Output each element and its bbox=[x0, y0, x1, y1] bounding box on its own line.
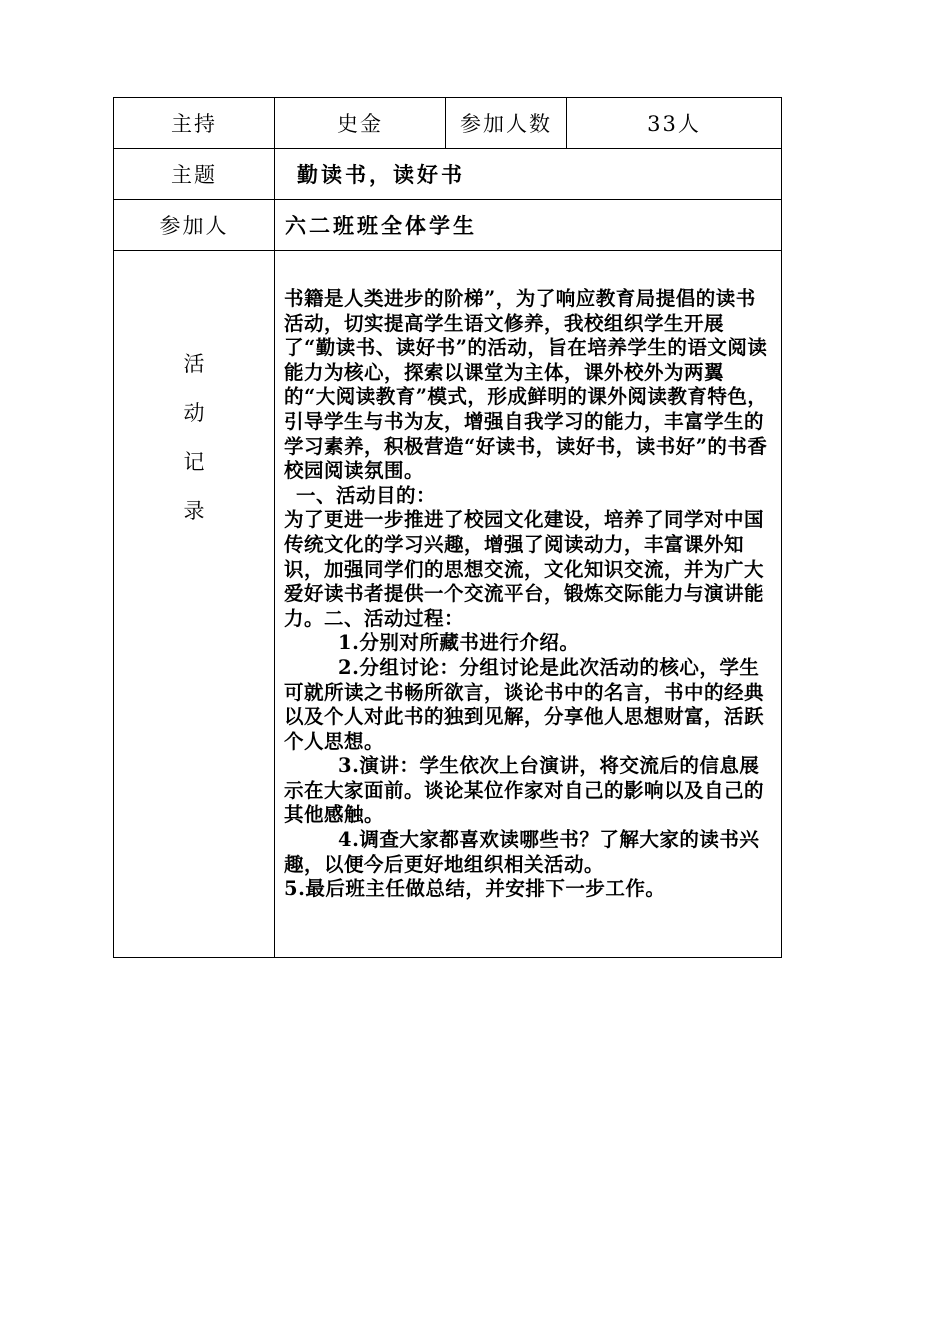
record-label-char: 活 bbox=[183, 352, 205, 376]
host-label: 主持 bbox=[114, 98, 275, 149]
participants-label: 参加人 bbox=[114, 200, 275, 251]
intro-paragraph: 书籍是人类进步的阶梯”，为了响应教育局提倡的读书活动，切实提高学生语文修养，我校组织学生开展了“勤读书、读好书”的活动，旨在培养学生的语文阅读能力为核心，探索以课堂为主体，课外校外为两翼的“大阅读教育”模式，形成鲜明的课外阅读教育特色，引导学生与书为友，增强自我学习的能力，丰富学生的学习素养，积极营造“好读书，读好书，读书好”的书香校园阅读氛围。 bbox=[284, 287, 768, 483]
record-label-char: 录 bbox=[183, 499, 205, 523]
section-heading-purpose: 一、活动目的： bbox=[296, 483, 437, 507]
participants-row bbox=[114, 200, 782, 251]
record-content bbox=[275, 251, 782, 958]
host-row bbox=[114, 98, 782, 149]
process-step-5: 5.最后班主任做总结，并安排下一步工作。 bbox=[284, 877, 666, 901]
process-step-3: 3.演讲：学生依次上台演讲，将交流后的信息展示在大家面前。谈论某位作家对自己的影响以及自己的其他感触。 bbox=[284, 754, 765, 827]
theme-label: 主题 bbox=[114, 149, 275, 200]
activity-record-table bbox=[113, 97, 782, 958]
participant-count-value: 33人 bbox=[567, 98, 782, 149]
process-step-4: 4.调查大家都喜欢读哪些书？了解大家的读书兴趣，以便今后更好地组织相关活动。 bbox=[284, 828, 760, 876]
record-label bbox=[114, 251, 275, 958]
record-row bbox=[114, 251, 782, 958]
participants-value: 六二班班全体学生 bbox=[275, 200, 782, 251]
record-label-char: 记 bbox=[183, 450, 205, 474]
process-step-2: 2.分组讨论：分组讨论是此次活动的核心，学生可就所读之书畅所欲言，谈论书中的名言，书中的经典以及个人对此书的独到见解，分享他人思想财富，活跃个人思想。 bbox=[284, 655, 765, 753]
record-label-char: 动 bbox=[183, 401, 205, 425]
theme-value: 勤读书，读好书 bbox=[275, 149, 782, 200]
theme-row bbox=[114, 149, 782, 200]
host-value: 史金 bbox=[275, 98, 446, 149]
participant-count-label: 参加人数 bbox=[446, 98, 567, 149]
purpose-paragraph: 为了更进一步推进了校园文化建设，培养了同学对中国传统文化的学习兴趣，增强了阅读动力，丰富课外知识，加强同学们的思想交流，文化知识交流，并为广大爱好读书者提供一个交流平台，锻炼交际能力与演讲能力。二、活动过程： bbox=[284, 508, 765, 630]
process-step-1: 1.分别对所藏书进行介绍。 bbox=[338, 631, 580, 655]
